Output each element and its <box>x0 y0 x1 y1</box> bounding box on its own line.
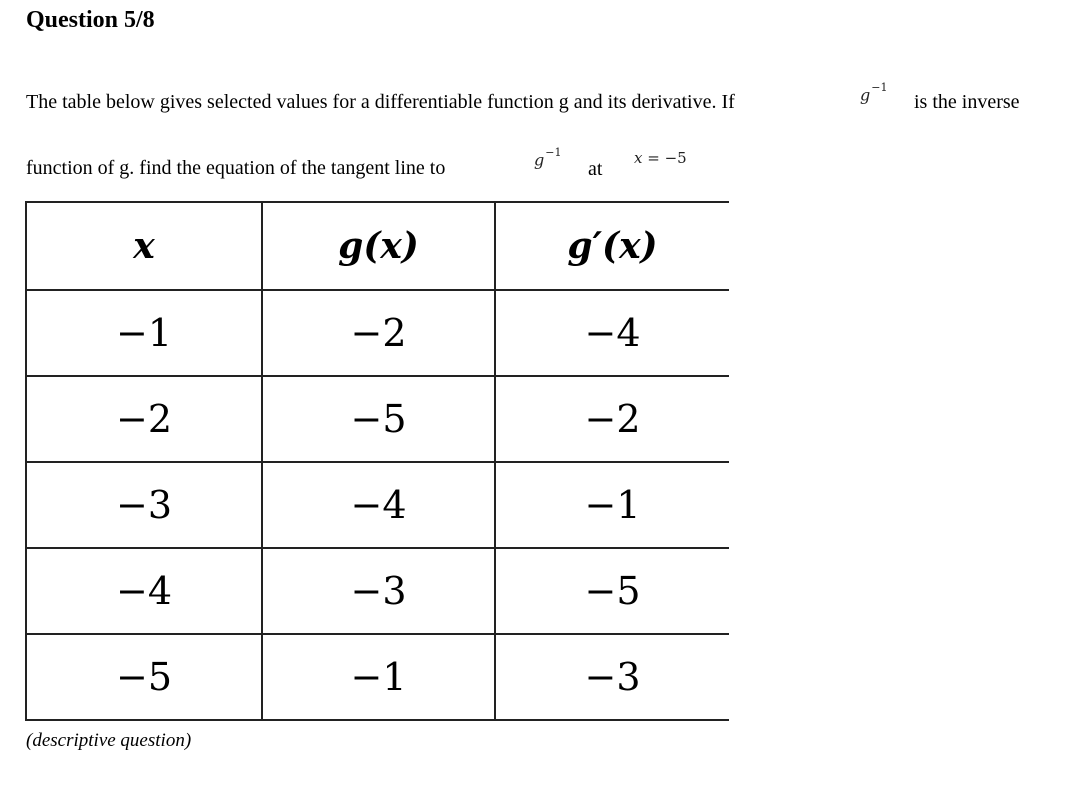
table-row <box>26 548 729 634</box>
inverse-function-symbol-2 <box>534 146 561 170</box>
table-row <box>26 290 729 376</box>
inverse-exponent: −1 <box>545 146 562 159</box>
question-title: Question 5/8 <box>26 7 155 33</box>
cell-x: −5 <box>26 634 262 720</box>
point-equation <box>634 148 687 168</box>
cell-g-prime-of-x: −3 <box>495 634 729 720</box>
cell-g-of-x: −5 <box>262 376 495 462</box>
cell-x: −1 <box>26 290 262 376</box>
inverse-base: g <box>534 150 545 170</box>
point-variable: x <box>634 149 643 167</box>
question-text-line-2: function of g. find the equation of the tangent line to <box>26 157 446 179</box>
header-g-of-x: g(x) <box>262 202 495 290</box>
table-row <box>26 634 729 720</box>
cell-g-prime-of-x: −1 <box>495 462 729 548</box>
cell-g-of-x: −4 <box>262 462 495 548</box>
question-text-line-1-tail: is the inverse <box>914 91 1020 113</box>
cell-g-of-x: −1 <box>262 634 495 720</box>
cell-g-prime-of-x: −5 <box>495 548 729 634</box>
cell-x: −4 <box>26 548 262 634</box>
inverse-function-symbol-1 <box>860 81 887 105</box>
cell-g-prime-of-x: −4 <box>495 290 729 376</box>
values-table <box>25 201 729 721</box>
cell-g-prime-of-x: −2 <box>495 376 729 462</box>
point-value: = −5 <box>642 149 687 167</box>
header-x: x <box>26 202 262 290</box>
inverse-base: g <box>860 85 871 105</box>
cell-g-of-x: −3 <box>262 548 495 634</box>
question-type-note: (descriptive question) <box>26 730 192 751</box>
cell-x: −3 <box>26 462 262 548</box>
table-row <box>26 376 729 462</box>
header-g-prime-of-x: g′(x) <box>495 202 729 290</box>
table-header-row <box>26 202 729 290</box>
question-text-at: at <box>588 158 603 180</box>
cell-x: −2 <box>26 376 262 462</box>
table-row <box>26 462 729 548</box>
inverse-exponent: −1 <box>871 81 888 94</box>
cell-g-of-x: −2 <box>262 290 495 376</box>
question-text-line-1: The table below gives selected values for a differentiable function g and its derivative. If <box>26 91 735 113</box>
